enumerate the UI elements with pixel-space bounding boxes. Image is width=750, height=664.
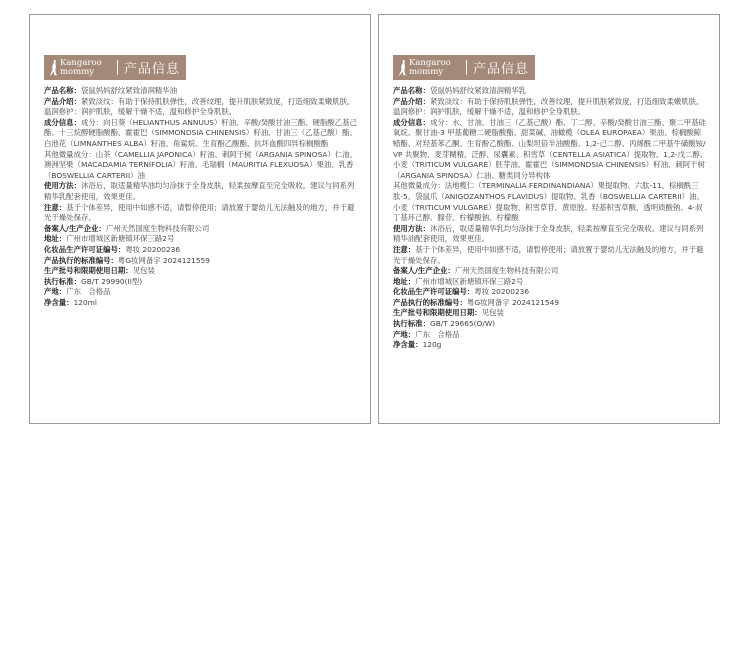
row-usage: 使用方法：沐浴后，取适量精华油均匀涂抹于全身皮肤，轻柔按摩直至完全吸收。建议与同系列精华乳配套使用，效果更佳。 [44, 181, 355, 201]
row-net-content: 净含量：120g [393, 340, 442, 350]
row-product-name: 产品名称：袋鼠妈妈舒纹紧致清润精华油 [44, 86, 178, 95]
section-header-badge [393, 55, 535, 80]
row-caution: 注意：基于个体差异，使用中如感不适，请暂停使用；请放置于婴幼儿无法触及的地方，并于避光干燥处保存。 [393, 244, 704, 265]
row-address: 地址：广州市增城区新塘镇环保三路2号 [44, 234, 175, 244]
row-minor-ingredients: 其他微量成分：法地榄仁（TERMINALIA FERDINANDIANA）果提取物、六肽-11、棕榈酰三肽-5、袋鼠爪（ANIGOZANTHOS FLAVIDUS）提取物、乳香（BOSWELLIA CARTERII）油、小麦（TRITICUM VULGARE）提取物、积雪草苷、黄原胶、羟基积雪草酸、透明质酸钠、4-叔丁基环己醇、腺苷、柠檬酸钠、柠檬酸 [393, 181, 704, 223]
row-ingredients: 成分信息：成分：水、甘油、甘油三（乙基己酸）酯、丁二醇、辛酸/癸酸甘油三酯、聚二甲基硅氧烷、聚甘油-3 甲基葡糖二硬脂酸酯、甜菜碱、油橄榄（OLEA EUROPAEA）果油、棕榈酸鲸蜡酯、对羟基苯乙酮、生育酚乙酸酯、山梨坦倍半油酸酯、1,2-己二醇、丙烯酰二甲基牛磺酸铵/VP 共聚物、麦芽糊精、泛醇、尿囊素、积雪草（CENTELLA ASIATICA）提取物、1,2-戊二醇、小麦（TRITICUM VULGARE）胚芽油、霍霍巴（SIMMONDSIA CHINENSIS）籽油、刺阿干树（ARGANIA SPINOSA）仁油、糖类同分异构体 [393, 117, 708, 180]
section-title: 产品信息 [124, 62, 181, 77]
product-details [393, 86, 708, 351]
row-filing-number: 产品执行的标准编号：粤G妆网备字 2024121559 [44, 255, 210, 265]
row-license: 化妆品生产许可证编号：粤妆 20200236 [44, 244, 181, 254]
row-product-intro: 产品介绍：紧致淡纹：有助于保持肌肤弹性，改善纹理，提升肌肤紧致度，打造细致柔嫩肌肤。 [44, 96, 355, 106]
brand-logo [44, 59, 117, 77]
section-header-badge [44, 55, 186, 80]
row-product-intro-2: 温润修护：润护肌肤，缓解干燥不适，温和修护全身肌肤。 [44, 107, 237, 117]
row-product-name: 产品名称：袋鼠妈妈舒纹紧致清润精华乳 [393, 86, 527, 95]
row-manufacturer: 备案人/生产企业：广州天然国度生物科技有限公司 [393, 266, 559, 276]
brand-line1: Kangaroo [60, 57, 102, 68]
row-minor-ingredients: 其他微量成分：山茶（CAMELLIA JAPONICA）籽油、刺阿干树（ARGANIA SPINOSA）仁油、澳洲坚果（MACADAMIA TERNIFOLIA）籽油、毛瑞榈（MAURITIA FLEXUOSA）果油、乳香（BOSWELLIA CARTERII）油 [44, 149, 358, 180]
row-origin: 产地：广东 合格品 [393, 329, 460, 339]
row-caution: 注意：基于个体差异，使用中如感不适，请暂停使用；请放置于婴幼儿无法触及的地方，并于避光干燥处保存。 [44, 202, 355, 223]
row-batch: 生产批号和限期使用日期：见包装 [44, 266, 155, 276]
brand-line1: Kangaroo [409, 57, 451, 68]
section-title: 产品信息 [473, 62, 530, 77]
row-standard: 执行标准：GB/T 29990(II型) [44, 276, 143, 286]
row-net-content: 净含量：120ml [44, 297, 97, 307]
row-license: 化妆品生产许可证编号：粤妆 20200236 [393, 287, 530, 297]
kangaroo-icon [49, 59, 58, 77]
row-batch: 生产批号和限期使用日期：见包装 [393, 308, 504, 318]
row-filing-number: 产品执行的标准编号：粤G妆网备字 2024121549 [393, 297, 559, 307]
brand-logo [393, 59, 466, 77]
brand-line2: mommy [409, 66, 444, 77]
kangaroo-icon [398, 59, 407, 77]
row-product-intro: 产品介绍：紧致淡纹：有助于保持肌肤弹性，改善纹理，提升肌肤紧致度，打造细致柔嫩肌肤。 [393, 96, 704, 106]
row-address: 地址：广州市增城区新塘镇环保三路2号 [393, 276, 524, 286]
row-product-intro-2: 温润修护：润护肌肤，缓解干燥不适，温和修护全身肌肤。 [393, 107, 586, 117]
row-ingredients: 成分信息：成分：向日葵（HELIANTHUS ANNUUS）籽油、辛酸/癸酸甘油三酯、硬脂酸乙基己酯、十三烷醇硬脂酸酯、霍霍巴（SIMMONDSIA CHINENSIS）籽油、甘油三（乙基己酸）酯、白池花（LIMNANTHES ALBA）籽油、角鲨烷、生育酚乙酸酯、抗坏血酸四异棕榈酸酯 [44, 117, 357, 148]
row-usage: 使用方法：沐浴后，取适量精华乳均匀涂抹于全身皮肤，轻柔按摩直至完全吸收。建议与同系列精华油配套使用，效果更佳。 [393, 223, 704, 244]
product-details [44, 86, 359, 308]
product-info-card-oil [29, 14, 371, 424]
product-info-card-lotion [378, 14, 720, 424]
row-manufacturer: 备案人/生产企业：广州天然国度生物科技有限公司 [44, 223, 210, 233]
badge-divider [466, 60, 467, 75]
row-origin: 产地：广东 合格品 [44, 287, 111, 297]
row-standard: 执行标准：GB/T 29665(O/W) [393, 319, 496, 329]
badge-divider [117, 60, 118, 75]
brand-line2: mommy [60, 66, 95, 77]
